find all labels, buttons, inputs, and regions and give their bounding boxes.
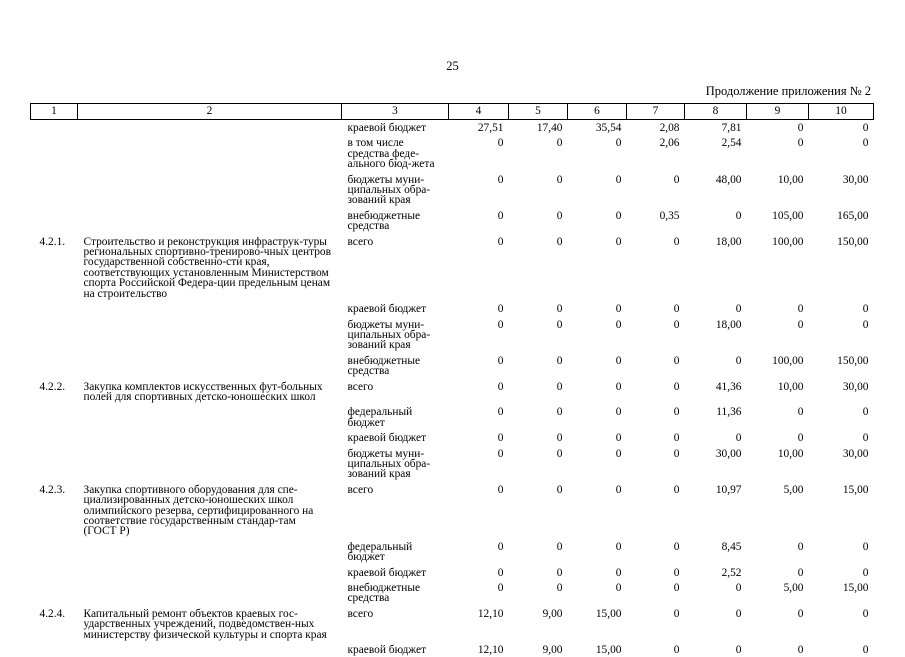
value-cell: 0 bbox=[449, 482, 509, 539]
value-cell: 0 bbox=[809, 317, 874, 353]
table-row bbox=[31, 580, 874, 606]
value-cell: 0 bbox=[449, 172, 509, 208]
value-cell: 0 bbox=[747, 404, 809, 430]
value-cell: 0 bbox=[509, 482, 568, 539]
value-cell: 5,00 bbox=[747, 580, 809, 606]
value-cell: 10,00 bbox=[747, 379, 809, 405]
funding-source: всего bbox=[342, 606, 449, 642]
value-cell: 0 bbox=[509, 430, 568, 445]
funding-source: бюджеты муни-ципальных обра-зований края bbox=[342, 446, 449, 482]
value-cell: 0 bbox=[747, 430, 809, 445]
funding-source: в том числе средства феде-ального бюд-жета bbox=[342, 135, 449, 171]
column-header: 1 bbox=[31, 104, 78, 120]
table-row bbox=[31, 539, 874, 565]
table-row bbox=[31, 482, 874, 539]
row-name bbox=[78, 172, 342, 208]
value-cell: 30,00 bbox=[685, 446, 747, 482]
value-cell: 48,00 bbox=[685, 172, 747, 208]
value-cell: 0 bbox=[809, 404, 874, 430]
value-cell: 17,40 bbox=[509, 120, 568, 136]
value-cell: 10,00 bbox=[747, 172, 809, 208]
value-cell: 0 bbox=[685, 301, 747, 316]
funding-source: всего bbox=[342, 482, 449, 539]
row-name: Закупка спортивного оборудования для спе-циализированных детско-юношеских школ олимпийского резерва, сертифицированного на соответствие государственным стандар-там (ГОСТ Р) bbox=[78, 482, 342, 539]
value-cell: 10,97 bbox=[685, 482, 747, 539]
value-cell: 0 bbox=[809, 120, 874, 136]
row-code bbox=[31, 208, 78, 234]
funding-source: краевой бюджет bbox=[342, 430, 449, 445]
funding-source: краевой бюджет bbox=[342, 301, 449, 316]
row-code bbox=[31, 404, 78, 430]
value-cell: 0 bbox=[509, 135, 568, 171]
value-cell: 0 bbox=[627, 301, 685, 316]
value-cell: 0 bbox=[627, 404, 685, 430]
row-code bbox=[31, 446, 78, 482]
row-code bbox=[31, 301, 78, 316]
value-cell: 0 bbox=[568, 353, 627, 379]
value-cell: 0 bbox=[449, 301, 509, 316]
funding-source: бюджеты муни-ципальных обра-зований края bbox=[342, 317, 449, 353]
value-cell: 41,36 bbox=[685, 379, 747, 405]
value-cell: 0 bbox=[449, 430, 509, 445]
table-row bbox=[31, 353, 874, 379]
value-cell: 0 bbox=[449, 379, 509, 405]
value-cell: 12,10 bbox=[449, 606, 509, 642]
value-cell: 0 bbox=[809, 301, 874, 316]
funding-source: внебюджетные средства bbox=[342, 208, 449, 234]
table-row bbox=[31, 565, 874, 580]
row-name: Строительство и реконструкция инфраструк-туры региональных спортивно-тренирово-чных центров государственной собственно-сти края, соответствующих установленным Министерством спорта Российской Федера-ции предельным ценам на строительство bbox=[78, 234, 342, 301]
value-cell: 11,36 bbox=[685, 404, 747, 430]
column-header: 7 bbox=[627, 104, 685, 120]
value-cell: 0 bbox=[509, 565, 568, 580]
value-cell: 0 bbox=[809, 565, 874, 580]
value-cell: 15,00 bbox=[809, 580, 874, 606]
value-cell: 10,00 bbox=[747, 446, 809, 482]
row-name bbox=[78, 642, 342, 657]
value-cell: 150,00 bbox=[809, 234, 874, 301]
column-numbers-row bbox=[31, 104, 874, 120]
funding-source: внебюджетные средства bbox=[342, 353, 449, 379]
row-code: 4.2.2. bbox=[31, 379, 78, 405]
funding-source: внебюджетные средства bbox=[342, 580, 449, 606]
value-cell: 0 bbox=[568, 482, 627, 539]
table-row bbox=[31, 642, 874, 657]
value-cell: 0 bbox=[509, 446, 568, 482]
value-cell: 2,06 bbox=[627, 135, 685, 171]
value-cell: 0 bbox=[449, 208, 509, 234]
value-cell: 0 bbox=[747, 135, 809, 171]
value-cell: 0 bbox=[509, 172, 568, 208]
row-code bbox=[31, 430, 78, 445]
column-header: 10 bbox=[809, 104, 874, 120]
row-name bbox=[78, 317, 342, 353]
value-cell: 0 bbox=[627, 317, 685, 353]
row-code bbox=[31, 135, 78, 171]
value-cell: 0 bbox=[568, 379, 627, 405]
value-cell: 2,54 bbox=[685, 135, 747, 171]
table-row bbox=[31, 172, 874, 208]
value-cell: 0 bbox=[747, 301, 809, 316]
value-cell: 0 bbox=[449, 539, 509, 565]
value-cell: 0 bbox=[627, 580, 685, 606]
row-code bbox=[31, 172, 78, 208]
value-cell: 0 bbox=[449, 353, 509, 379]
value-cell: 0 bbox=[809, 430, 874, 445]
column-header: 5 bbox=[509, 104, 568, 120]
value-cell: 0 bbox=[747, 606, 809, 642]
value-cell: 0 bbox=[449, 317, 509, 353]
value-cell: 0 bbox=[449, 135, 509, 171]
table-row bbox=[31, 446, 874, 482]
column-header: 9 bbox=[747, 104, 809, 120]
value-cell: 0 bbox=[809, 642, 874, 657]
row-name bbox=[78, 120, 342, 136]
value-cell: 0 bbox=[627, 234, 685, 301]
value-cell: 105,00 bbox=[747, 208, 809, 234]
funding-source: федеральный бюджет bbox=[342, 404, 449, 430]
column-header: 6 bbox=[568, 104, 627, 120]
value-cell: 0 bbox=[449, 234, 509, 301]
row-code bbox=[31, 565, 78, 580]
value-cell: 15,00 bbox=[568, 642, 627, 657]
column-header: 2 bbox=[78, 104, 342, 120]
value-cell: 0 bbox=[627, 482, 685, 539]
value-cell: 30,00 bbox=[809, 379, 874, 405]
value-cell: 0 bbox=[449, 446, 509, 482]
row-code: 4.2.1. bbox=[31, 234, 78, 301]
value-cell: 0 bbox=[627, 430, 685, 445]
value-cell: 165,00 bbox=[809, 208, 874, 234]
value-cell: 0 bbox=[509, 208, 568, 234]
value-cell: 0 bbox=[568, 430, 627, 445]
page-number: 25 bbox=[0, 59, 905, 74]
table-body bbox=[31, 120, 874, 657]
funding-source: всего bbox=[342, 379, 449, 405]
value-cell: 0 bbox=[509, 539, 568, 565]
table-row bbox=[31, 317, 874, 353]
funding-source: краевой бюджет bbox=[342, 565, 449, 580]
value-cell: 0 bbox=[509, 404, 568, 430]
value-cell: 0 bbox=[568, 404, 627, 430]
value-cell: 0 bbox=[509, 353, 568, 379]
value-cell: 100,00 bbox=[747, 353, 809, 379]
value-cell: 0 bbox=[747, 120, 809, 136]
funding-source: краевой бюджет bbox=[342, 120, 449, 136]
row-code bbox=[31, 642, 78, 657]
table-row bbox=[31, 379, 874, 405]
value-cell: 0 bbox=[685, 430, 747, 445]
row-code bbox=[31, 539, 78, 565]
value-cell: 0 bbox=[509, 301, 568, 316]
value-cell: 100,00 bbox=[747, 234, 809, 301]
value-cell: 0 bbox=[568, 208, 627, 234]
column-header: 3 bbox=[342, 104, 449, 120]
table-row bbox=[31, 234, 874, 301]
value-cell: 0 bbox=[568, 234, 627, 301]
value-cell: 0 bbox=[685, 208, 747, 234]
value-cell: 15,00 bbox=[809, 482, 874, 539]
column-header: 8 bbox=[685, 104, 747, 120]
row-name bbox=[78, 135, 342, 171]
value-cell: 5,00 bbox=[747, 482, 809, 539]
value-cell: 0 bbox=[627, 379, 685, 405]
row-name bbox=[78, 353, 342, 379]
value-cell: 27,51 bbox=[449, 120, 509, 136]
value-cell: 0 bbox=[627, 606, 685, 642]
value-cell: 0 bbox=[809, 135, 874, 171]
row-name bbox=[78, 580, 342, 606]
value-cell: 0 bbox=[747, 539, 809, 565]
row-name bbox=[78, 404, 342, 430]
funding-source: краевой бюджет bbox=[342, 642, 449, 657]
value-cell: 0,35 bbox=[627, 208, 685, 234]
value-cell: 9,00 bbox=[509, 642, 568, 657]
row-name: Закупка комплектов искусственных фут-больных полей для спортивных детско-юношеских школ bbox=[78, 379, 342, 405]
value-cell: 0 bbox=[568, 565, 627, 580]
value-cell: 0 bbox=[627, 172, 685, 208]
row-name bbox=[78, 565, 342, 580]
value-cell: 2,08 bbox=[627, 120, 685, 136]
funding-source: всего bbox=[342, 234, 449, 301]
row-name bbox=[78, 430, 342, 445]
row-code: 4.2.4. bbox=[31, 606, 78, 642]
row-code: 4.2.3. bbox=[31, 482, 78, 539]
value-cell: 0 bbox=[627, 642, 685, 657]
column-header: 4 bbox=[449, 104, 509, 120]
table-row bbox=[31, 208, 874, 234]
value-cell: 0 bbox=[449, 404, 509, 430]
value-cell: 0 bbox=[627, 565, 685, 580]
table-row bbox=[31, 404, 874, 430]
value-cell: 0 bbox=[747, 317, 809, 353]
row-code bbox=[31, 580, 78, 606]
value-cell: 0 bbox=[568, 446, 627, 482]
value-cell: 0 bbox=[627, 353, 685, 379]
value-cell: 0 bbox=[809, 539, 874, 565]
value-cell: 0 bbox=[568, 172, 627, 208]
value-cell: 0 bbox=[509, 379, 568, 405]
value-cell: 0 bbox=[509, 317, 568, 353]
value-cell: 0 bbox=[747, 642, 809, 657]
data-table bbox=[30, 103, 874, 657]
value-cell: 8,45 bbox=[685, 539, 747, 565]
value-cell: 0 bbox=[747, 565, 809, 580]
value-cell: 15,00 bbox=[568, 606, 627, 642]
row-name bbox=[78, 208, 342, 234]
row-code bbox=[31, 353, 78, 379]
value-cell: 0 bbox=[509, 580, 568, 606]
value-cell: 0 bbox=[685, 353, 747, 379]
value-cell: 0 bbox=[685, 606, 747, 642]
table-row bbox=[31, 135, 874, 171]
table-row bbox=[31, 430, 874, 445]
value-cell: 0 bbox=[449, 565, 509, 580]
value-cell: 0 bbox=[568, 317, 627, 353]
table-row bbox=[31, 301, 874, 316]
value-cell: 12,10 bbox=[449, 642, 509, 657]
value-cell: 0 bbox=[627, 539, 685, 565]
value-cell: 0 bbox=[449, 580, 509, 606]
table-row bbox=[31, 120, 874, 136]
value-cell: 0 bbox=[627, 446, 685, 482]
value-cell: 150,00 bbox=[809, 353, 874, 379]
value-cell: 0 bbox=[685, 642, 747, 657]
row-name bbox=[78, 446, 342, 482]
funding-source: бюджеты муни-ципальных обра-зований края bbox=[342, 172, 449, 208]
value-cell: 0 bbox=[809, 606, 874, 642]
value-cell: 0 bbox=[685, 580, 747, 606]
value-cell: 0 bbox=[568, 135, 627, 171]
row-name bbox=[78, 301, 342, 316]
value-cell: 35,54 bbox=[568, 120, 627, 136]
row-name: Капитальный ремонт объектов краевых гос-ударственных учреждений, подведомствен-ных министерству физической культуры и спорта края bbox=[78, 606, 342, 642]
row-code bbox=[31, 120, 78, 136]
value-cell: 7,81 bbox=[685, 120, 747, 136]
row-code bbox=[31, 317, 78, 353]
value-cell: 0 bbox=[568, 539, 627, 565]
row-name bbox=[78, 539, 342, 565]
value-cell: 2,52 bbox=[685, 565, 747, 580]
value-cell: 0 bbox=[568, 301, 627, 316]
continuation-caption: Продолжение приложения № 2 bbox=[706, 84, 871, 99]
value-cell: 9,00 bbox=[509, 606, 568, 642]
value-cell: 30,00 bbox=[809, 172, 874, 208]
value-cell: 18,00 bbox=[685, 317, 747, 353]
value-cell: 30,00 bbox=[809, 446, 874, 482]
table-row bbox=[31, 606, 874, 642]
value-cell: 0 bbox=[509, 234, 568, 301]
value-cell: 18,00 bbox=[685, 234, 747, 301]
funding-source: федеральный бюджет bbox=[342, 539, 449, 565]
value-cell: 0 bbox=[568, 580, 627, 606]
